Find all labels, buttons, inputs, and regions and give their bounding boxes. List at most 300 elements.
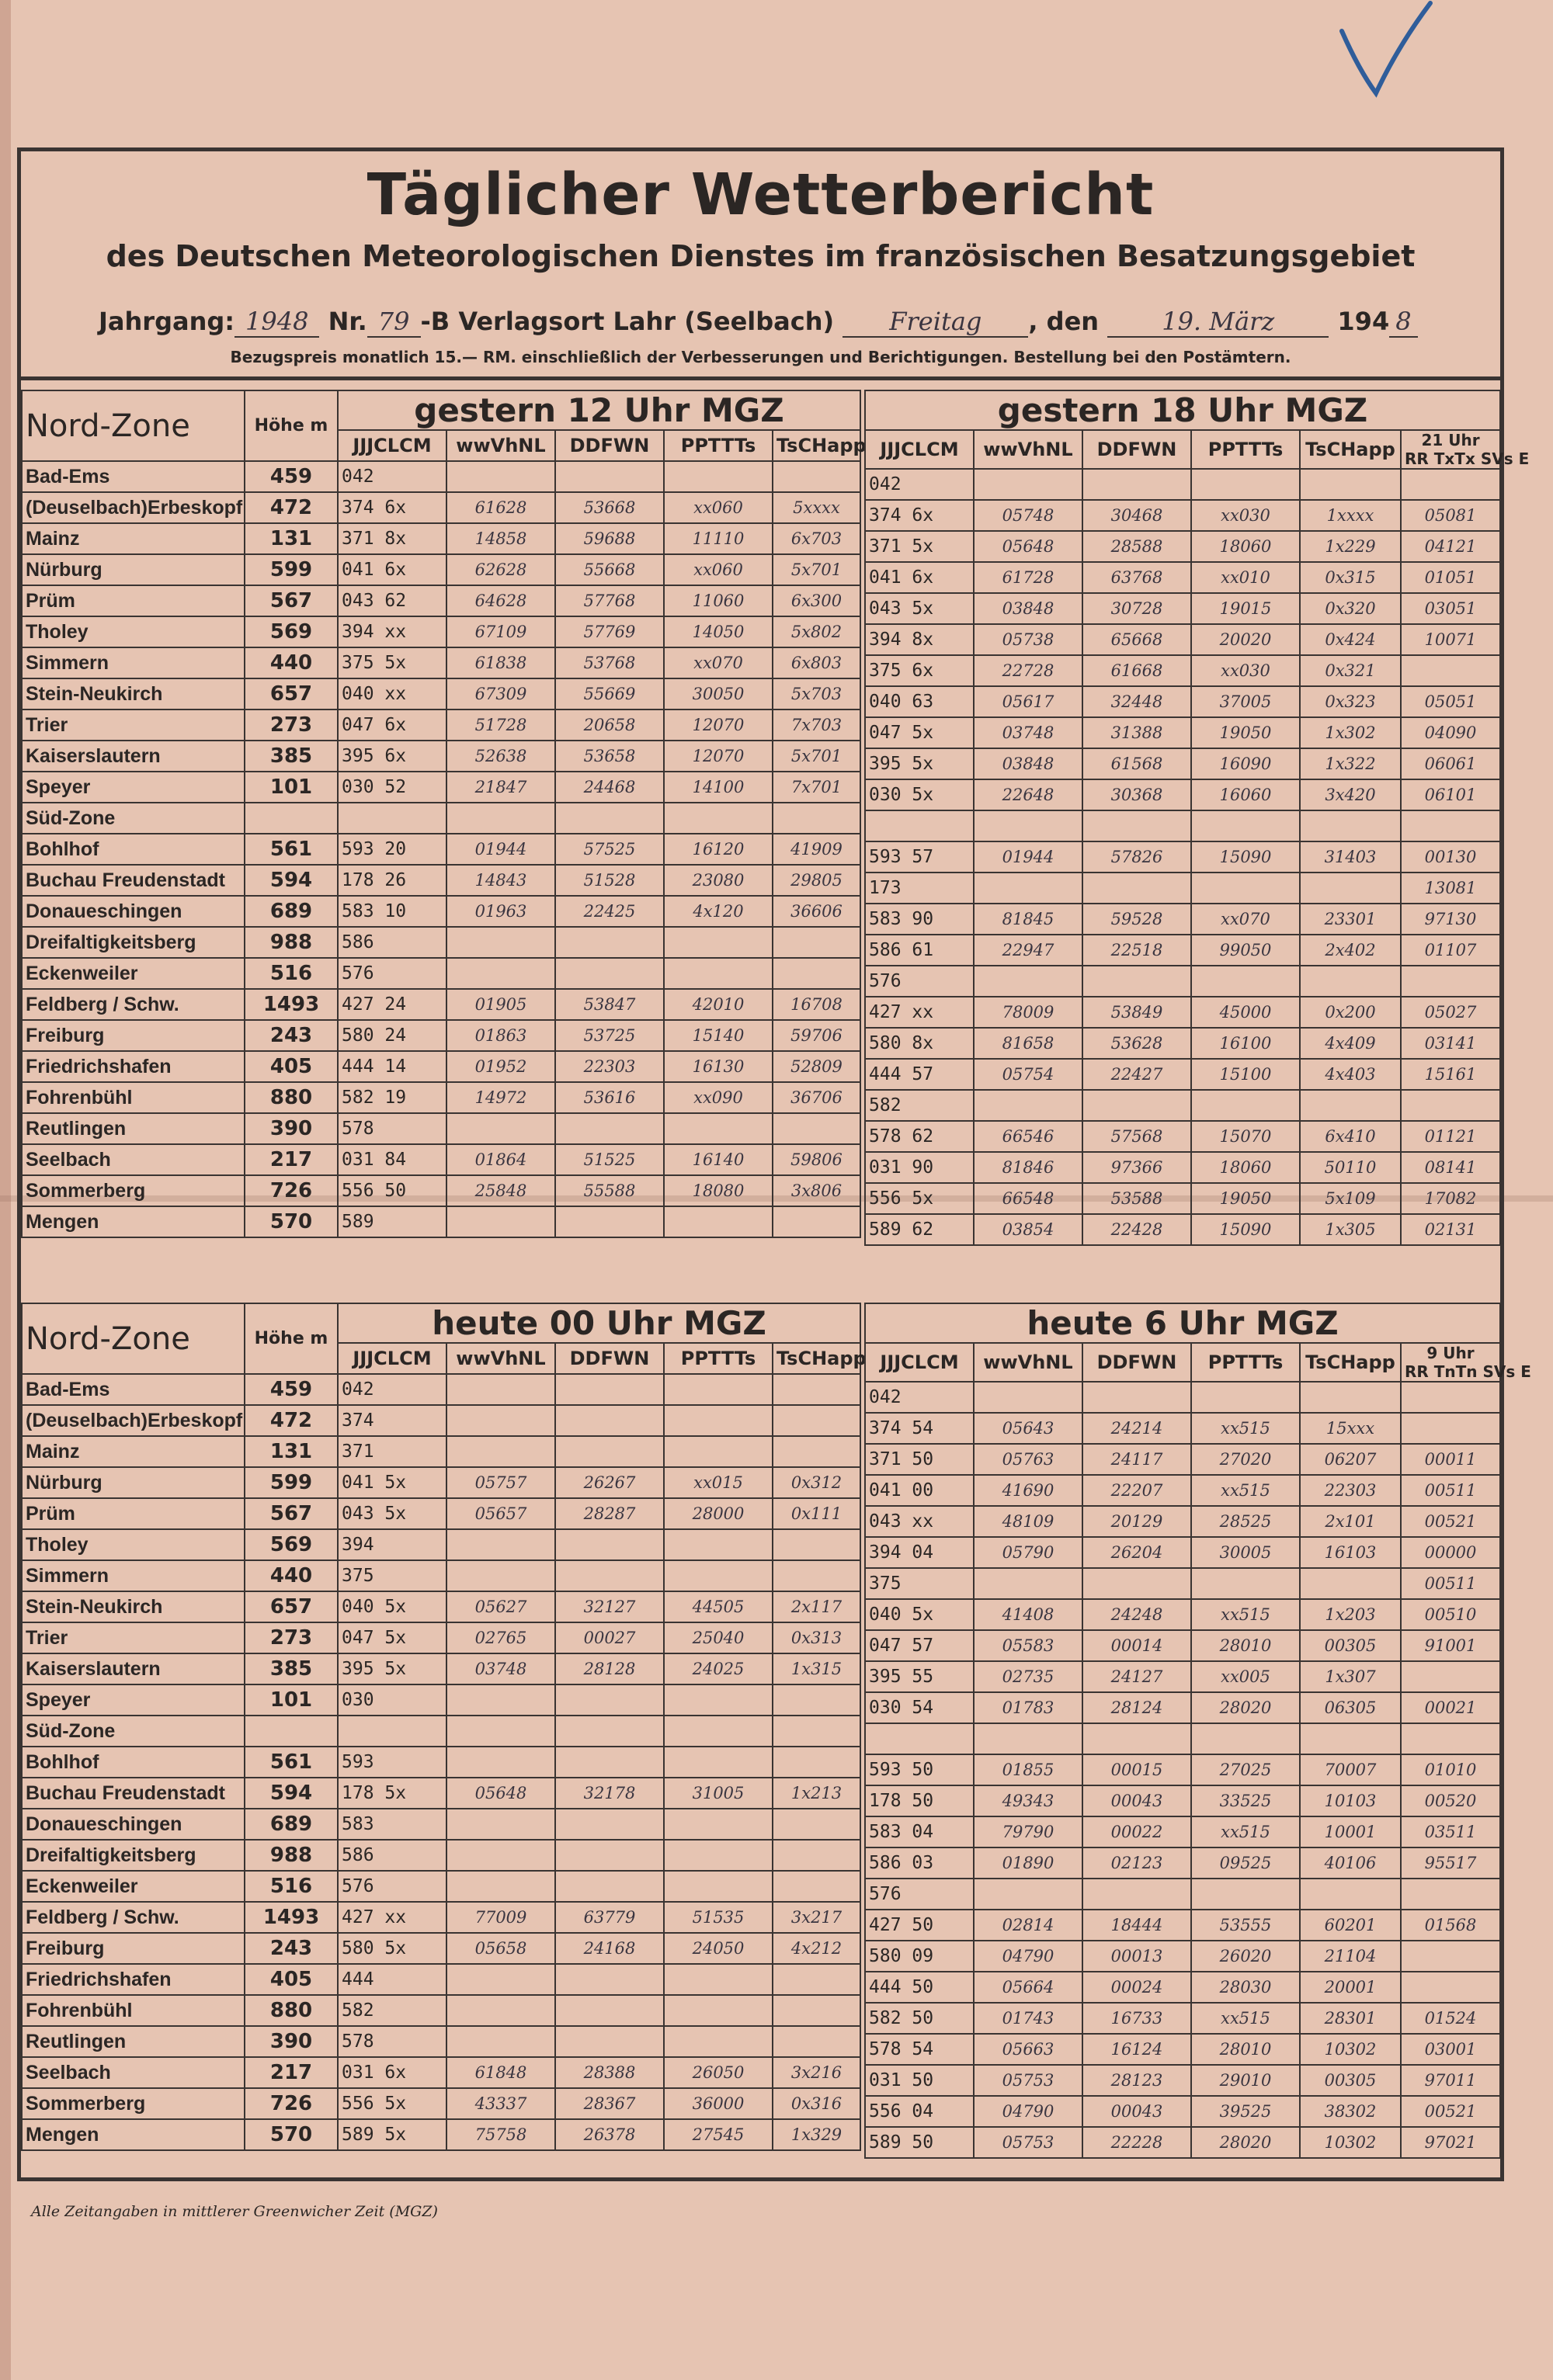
value-cell <box>1191 873 1300 904</box>
value-cell: 15090 <box>1191 841 1300 873</box>
value-cell: 51728 <box>446 709 555 741</box>
code-cell: 031 84 <box>338 1144 446 1175</box>
rr-header-codes: RR TnTn SVs E <box>1405 1362 1531 1381</box>
code-cell: 576 <box>338 958 446 989</box>
code-cell: 394 <box>338 1529 446 1560</box>
station-name: Eckenweiler <box>22 1871 245 1902</box>
value-cell: 00013 <box>1082 1941 1191 1972</box>
code-cell: 582 50 <box>865 2003 974 2034</box>
value-cell: 6x410 <box>1300 1121 1401 1152</box>
value-cell: 5x802 <box>773 616 860 647</box>
value-cell <box>773 927 860 958</box>
value-cell: 41909 <box>773 834 860 865</box>
value-cell: 95517 <box>1401 1847 1500 1879</box>
table-row <box>865 904 1500 935</box>
station-height: 405 <box>245 1964 338 1995</box>
value-cell <box>446 1964 555 1995</box>
station-height: 689 <box>245 1809 338 1840</box>
value-cell: 03748 <box>974 717 1082 748</box>
table-row <box>22 2119 860 2150</box>
value-cell: 32178 <box>555 1778 664 1809</box>
code-cell: 040 5x <box>865 1599 974 1630</box>
value-cell <box>1401 1941 1500 1972</box>
value-cell: 01963 <box>446 896 555 927</box>
value-cell: 01568 <box>1401 1910 1500 1941</box>
value-cell: 51528 <box>555 865 664 896</box>
code-cell: 031 90 <box>865 1152 974 1183</box>
code-cell: 040 5x <box>338 1591 446 1622</box>
value-cell: 10001 <box>1300 1816 1401 1847</box>
col-header: JJJCLCM <box>865 430 974 469</box>
station-name: Fohrenbühl <box>22 1082 245 1113</box>
value-cell: 04090 <box>1401 717 1500 748</box>
value-cell: 60201 <box>1300 1910 1401 1941</box>
station-height: 988 <box>245 1840 338 1871</box>
value-cell: 3x806 <box>773 1175 860 1206</box>
station-name: Sommerberg <box>22 1175 245 1206</box>
value-cell: 29010 <box>1191 2065 1300 2096</box>
table-row <box>22 1529 860 1560</box>
code-cell: 444 14 <box>338 1051 446 1082</box>
table-row <box>865 1599 1500 1630</box>
table-row <box>22 1622 860 1653</box>
value-cell: 1x213 <box>773 1778 860 1809</box>
code-cell: 593 50 <box>865 1754 974 1785</box>
code-cell: 586 <box>338 1840 446 1871</box>
table-row <box>865 1972 1500 2003</box>
value-cell <box>773 461 860 492</box>
station-name: Fohrenbühl <box>22 1995 245 2026</box>
value-cell <box>773 1436 860 1467</box>
value-cell: 29805 <box>773 865 860 896</box>
table-row <box>22 772 860 803</box>
station-height: 217 <box>245 2057 338 2088</box>
table-row <box>22 2026 860 2057</box>
value-cell: 01952 <box>446 1051 555 1082</box>
col-header: PPTTTs <box>664 1343 773 1374</box>
code-cell: 556 50 <box>338 1175 446 1206</box>
value-cell: 03051 <box>1401 593 1500 624</box>
station-height: 988 <box>245 927 338 958</box>
value-cell: 28367 <box>555 2088 664 2119</box>
code-cell: 042 <box>865 469 974 500</box>
value-cell: 06061 <box>1401 748 1500 779</box>
value-cell: 16140 <box>664 1144 773 1175</box>
code-cell: 444 <box>338 1964 446 1995</box>
value-cell <box>555 1995 664 2026</box>
code-cell: 586 <box>338 927 446 958</box>
value-cell: 27020 <box>1191 1444 1300 1475</box>
table-row <box>22 1560 860 1591</box>
value-cell: 13081 <box>1401 873 1500 904</box>
code-cell: 593 20 <box>338 834 446 865</box>
value-cell <box>555 461 664 492</box>
subscription-info: Bezugspreis monatlich 15.— RM. einschließlich der Verbesserungen und Berichtigungen. Bestellung bei den Postämtern. <box>230 348 1291 366</box>
value-cell: 67309 <box>446 678 555 709</box>
value-cell <box>974 1879 1082 1910</box>
value-cell: 05583 <box>974 1630 1082 1661</box>
code-cell: 041 6x <box>865 562 974 593</box>
value-cell: 26050 <box>664 2057 773 2088</box>
value-cell: 45000 <box>1191 997 1300 1028</box>
code-cell: 030 54 <box>865 1692 974 1723</box>
value-cell: 53725 <box>555 1020 664 1051</box>
code-cell: 589 5x <box>338 2119 446 2150</box>
station-height: 1493 <box>245 1902 338 1933</box>
value-cell: 97366 <box>1082 1152 1191 1183</box>
value-cell <box>446 1995 555 2026</box>
table-row <box>22 1082 860 1113</box>
value-cell: 10071 <box>1401 624 1500 655</box>
value-cell: 01944 <box>974 841 1082 873</box>
code-cell: 556 5x <box>865 1183 974 1214</box>
value-cell: 00520 <box>1401 1785 1500 1816</box>
table-row <box>22 927 860 958</box>
value-cell: 05790 <box>974 1537 1082 1568</box>
code-cell: 041 6x <box>338 554 446 585</box>
value-cell: 22428 <box>1082 1214 1191 1245</box>
value-cell: 1x329 <box>773 2119 860 2150</box>
value-cell <box>1082 873 1191 904</box>
value-cell: 4x403 <box>1300 1059 1401 1090</box>
station-name: Simmern <box>22 647 245 678</box>
value-cell: 09525 <box>1191 1847 1300 1879</box>
value-cell <box>446 1871 555 1902</box>
col-header: wwVhNL <box>974 1343 1082 1382</box>
table-row <box>22 1747 860 1778</box>
value-cell: 41690 <box>974 1475 1082 1506</box>
value-cell: 08141 <box>1401 1152 1500 1183</box>
table-row <box>865 1941 1500 1972</box>
value-cell: xx030 <box>1191 500 1300 531</box>
station-height: 657 <box>245 678 338 709</box>
value-cell: 1x229 <box>1300 531 1401 562</box>
value-cell: 15100 <box>1191 1059 1300 1090</box>
value-cell: 22228 <box>1082 2127 1191 2158</box>
station-name: Reutlingen <box>22 2026 245 2057</box>
table-row <box>22 709 860 741</box>
value-cell: 05617 <box>974 686 1082 717</box>
value-cell: 57568 <box>1082 1121 1191 1152</box>
value-cell <box>446 1436 555 1467</box>
value-cell: 05753 <box>974 2065 1082 2096</box>
station-name: Seelbach <box>22 1144 245 1175</box>
value-cell: 31388 <box>1082 717 1191 748</box>
value-cell <box>1191 469 1300 500</box>
value-cell: 12070 <box>664 741 773 772</box>
value-cell <box>446 927 555 958</box>
col-header: TsCHapp <box>1300 1343 1401 1382</box>
value-cell <box>664 958 773 989</box>
col-header: TsCHapp <box>773 430 860 461</box>
footnote: Alle Zeitangaben in mittlerer Greenwicher Zeit (MGZ) <box>31 2203 438 2220</box>
code-cell: 583 10 <box>338 896 446 927</box>
value-cell: 0x315 <box>1300 562 1401 593</box>
code-cell: 178 26 <box>338 865 446 896</box>
station-height: 657 <box>245 1591 338 1622</box>
value-cell: 26020 <box>1191 1941 1300 1972</box>
rr-header <box>1401 1343 1531 1382</box>
value-cell: 17082 <box>1401 1183 1500 1214</box>
table-gestern-12 <box>21 390 867 1238</box>
value-cell <box>773 1684 860 1716</box>
code-cell: 583 <box>338 1809 446 1840</box>
code-cell: 586 61 <box>865 935 974 966</box>
station-name-corrected: Buchau Freudenstadt <box>22 865 245 896</box>
code-cell: 031 50 <box>865 2065 974 2096</box>
period-header: gestern 18 Uhr MGZ <box>865 390 1500 430</box>
year-suffix: 8 <box>1389 307 1417 338</box>
station-height: 570 <box>245 2119 338 2150</box>
value-cell: 20658 <box>555 709 664 741</box>
zone-south-header: Süd-Zone <box>22 803 245 834</box>
col-header: PPTTTs <box>664 430 773 461</box>
code-cell: 371 <box>338 1436 446 1467</box>
value-cell <box>555 1374 664 1405</box>
value-cell: xx515 <box>1191 1599 1300 1630</box>
value-cell: 02814 <box>974 1910 1082 1941</box>
value-cell: 00022 <box>1082 1816 1191 1847</box>
table-row <box>865 1214 1500 1245</box>
value-cell: 28128 <box>555 1653 664 1684</box>
table-row <box>865 966 1500 997</box>
value-cell: 25040 <box>664 1622 773 1653</box>
code-cell: 589 <box>338 1206 446 1237</box>
value-cell: 81845 <box>974 904 1082 935</box>
station-name: Mengen <box>22 2119 245 2150</box>
value-cell: 0x312 <box>773 1467 860 1498</box>
value-cell: 57768 <box>555 585 664 616</box>
code-cell: 427 xx <box>338 1902 446 1933</box>
rr-header-codes: RR TxTx SVs E <box>1405 449 1530 468</box>
value-cell: 75758 <box>446 2119 555 2150</box>
code-cell: 589 50 <box>865 2127 974 2158</box>
station-name: Friedrichshafen <box>22 1964 245 1995</box>
value-cell: 52638 <box>446 741 555 772</box>
value-cell <box>446 1684 555 1716</box>
value-cell: 03001 <box>1401 2034 1500 2065</box>
value-cell: 28020 <box>1191 1692 1300 1723</box>
table-row <box>865 531 1500 562</box>
value-cell: 70007 <box>1300 1754 1401 1785</box>
station-name: (Deuselbach)Erbeskopf <box>22 492 245 523</box>
handwritten-checkmark <box>1336 0 1437 109</box>
code-cell: 375 <box>338 1560 446 1591</box>
value-cell: 03848 <box>974 748 1082 779</box>
value-cell: 00043 <box>1082 1785 1191 1816</box>
table-row <box>22 1809 860 1840</box>
value-cell <box>446 1529 555 1560</box>
table-row <box>22 1436 860 1467</box>
table-row <box>865 1692 1500 1723</box>
value-cell <box>664 1809 773 1840</box>
table-row <box>865 2034 1500 2065</box>
value-cell: 26378 <box>555 2119 664 2150</box>
value-cell: 0x316 <box>773 2088 860 2119</box>
table-row <box>865 1754 1500 1785</box>
station-name: Mengen <box>22 1206 245 1237</box>
zone-south-header: Süd-Zone <box>22 1716 245 1747</box>
code-cell: 047 6x <box>338 709 446 741</box>
value-cell: 16090 <box>1191 748 1300 779</box>
table-row <box>865 2003 1500 2034</box>
value-cell: 05051 <box>1401 686 1500 717</box>
value-cell <box>1401 469 1500 500</box>
table-row <box>22 1206 860 1237</box>
station-height: 405 <box>245 1051 338 1082</box>
table-row <box>865 500 1500 531</box>
station-name: Dreifaltigkeitsberg <box>22 1840 245 1871</box>
value-cell: 6x300 <box>773 585 860 616</box>
value-cell <box>974 873 1082 904</box>
code-cell: 427 xx <box>865 997 974 1028</box>
value-cell: 1x302 <box>1300 717 1401 748</box>
station-name: Speyer <box>22 772 245 803</box>
table-row <box>865 1506 1500 1537</box>
value-cell: 01107 <box>1401 935 1500 966</box>
value-cell: 26267 <box>555 1467 664 1498</box>
value-cell: 16060 <box>1191 779 1300 810</box>
code-cell: 395 6x <box>338 741 446 772</box>
value-cell: 30728 <box>1082 593 1191 624</box>
value-cell: 53768 <box>555 647 664 678</box>
table-row <box>865 686 1500 717</box>
value-cell: 28000 <box>664 1498 773 1529</box>
col-header: PPTTTs <box>1191 430 1300 469</box>
jahrgang-value: 1948 <box>235 307 319 338</box>
value-cell <box>974 966 1082 997</box>
value-cell: 04790 <box>974 2096 1082 2127</box>
station-height: 570 <box>245 1206 338 1237</box>
station-height: 385 <box>245 741 338 772</box>
value-cell: 10302 <box>1300 2034 1401 2065</box>
value-cell <box>555 1436 664 1467</box>
value-cell: 91001 <box>1401 1630 1500 1661</box>
value-cell <box>664 1405 773 1436</box>
value-cell <box>1300 1568 1401 1599</box>
value-cell: 6x803 <box>773 647 860 678</box>
value-cell: 2x101 <box>1300 1506 1401 1537</box>
code-cell: 047 5x <box>338 1622 446 1653</box>
value-cell <box>773 1206 860 1237</box>
station-name: Stein-Neukirch <box>22 1591 245 1622</box>
value-cell <box>1082 1382 1191 1413</box>
table-row <box>865 873 1500 904</box>
table-row <box>22 1467 860 1498</box>
code-cell: 583 90 <box>865 904 974 935</box>
value-cell: 14050 <box>664 616 773 647</box>
code-cell: 043 5x <box>865 593 974 624</box>
station-name: Feldberg / Schw. <box>22 989 245 1020</box>
value-cell: 21104 <box>1300 1941 1401 1972</box>
value-cell: 05757 <box>446 1467 555 1498</box>
value-cell: 01051 <box>1401 562 1500 593</box>
station-name: Trier <box>22 709 245 741</box>
value-cell: 49343 <box>974 1785 1082 1816</box>
code-cell: 582 19 <box>338 1082 446 1113</box>
value-cell <box>446 1560 555 1591</box>
value-cell: 22303 <box>1300 1475 1401 1506</box>
code-cell: 395 5x <box>338 1653 446 1684</box>
value-cell: 66546 <box>974 1121 1082 1152</box>
station-height: 385 <box>245 1653 338 1684</box>
value-cell: 2x117 <box>773 1591 860 1622</box>
value-cell: 36706 <box>773 1082 860 1113</box>
table-row <box>22 1020 860 1051</box>
table-row <box>865 1059 1500 1090</box>
station-height: 472 <box>245 492 338 523</box>
station-height: 594 <box>245 865 338 896</box>
station-name: Bohlhof <box>22 1747 245 1778</box>
value-cell: 3x216 <box>773 2057 860 2088</box>
value-cell: 11060 <box>664 585 773 616</box>
value-cell <box>1300 1090 1401 1121</box>
table-heute-06 <box>864 1303 1531 2159</box>
station-name: Donaueschingen <box>22 896 245 927</box>
value-cell: 01783 <box>974 1692 1082 1723</box>
value-cell: 27545 <box>664 2119 773 2150</box>
value-cell <box>664 1684 773 1716</box>
table-row <box>865 1661 1500 1692</box>
value-cell: 53616 <box>555 1082 664 1113</box>
value-cell: 61838 <box>446 647 555 678</box>
station-height: 1493 <box>245 989 338 1020</box>
value-cell: 3x217 <box>773 1902 860 1933</box>
station-name: Kaiserslautern <box>22 741 245 772</box>
value-cell <box>664 1206 773 1237</box>
value-cell <box>1300 966 1401 997</box>
value-cell: 00021 <box>1401 1692 1500 1723</box>
value-cell <box>446 1206 555 1237</box>
table-row <box>865 1121 1500 1152</box>
value-cell: 61668 <box>1082 655 1191 686</box>
code-cell: 582 <box>865 1090 974 1121</box>
code-cell: 031 6x <box>338 2057 446 2088</box>
value-cell: 16708 <box>773 989 860 1020</box>
table-row <box>865 562 1500 593</box>
value-cell: 00510 <box>1401 1599 1500 1630</box>
value-cell: 53555 <box>1191 1910 1300 1941</box>
value-cell <box>1191 1090 1300 1121</box>
value-cell: 05664 <box>974 1972 1082 2003</box>
value-cell: 28301 <box>1300 2003 1401 2034</box>
table-row <box>865 1090 1500 1121</box>
col-header: JJJCLCM <box>865 1343 974 1382</box>
value-cell: 22648 <box>974 779 1082 810</box>
value-cell: 01743 <box>974 2003 1082 2034</box>
value-cell: xx515 <box>1191 1475 1300 1506</box>
station-name: Nürburg <box>22 554 245 585</box>
value-cell: 1x203 <box>1300 1599 1401 1630</box>
value-cell: 05648 <box>446 1778 555 1809</box>
value-cell: xx015 <box>664 1467 773 1498</box>
table-row <box>22 1995 860 2026</box>
value-cell <box>555 1529 664 1560</box>
value-cell: 61848 <box>446 2057 555 2088</box>
value-cell: 37005 <box>1191 686 1300 717</box>
station-height: 101 <box>245 1684 338 1716</box>
value-cell: 00130 <box>1401 841 1500 873</box>
station-height: 390 <box>245 2026 338 2057</box>
station-height: 880 <box>245 1995 338 2026</box>
station-name: Sommerberg <box>22 2088 245 2119</box>
code-cell: 582 <box>338 1995 446 2026</box>
col-header: PPTTTs <box>1191 1343 1300 1382</box>
value-cell: 00000 <box>1401 1537 1500 1568</box>
value-cell: 77009 <box>446 1902 555 1933</box>
station-name: Speyer <box>22 1684 245 1716</box>
col-header: DDFWN <box>1082 1343 1191 1382</box>
